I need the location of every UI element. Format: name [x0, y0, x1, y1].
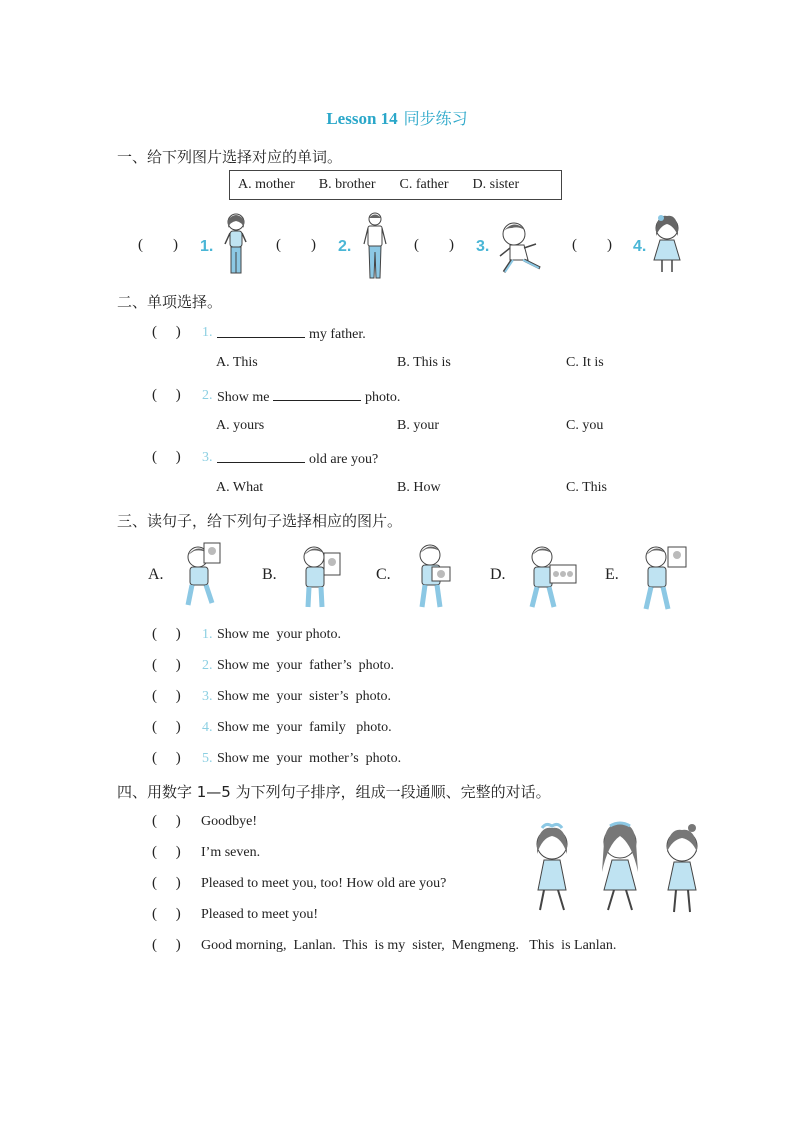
mc-option: A. yours [216, 418, 265, 433]
boy-with-photo-icon [524, 543, 578, 611]
mc-option: C. This [566, 480, 607, 495]
dialogue-line-3: Pleased to meet you, too! How old are you? [201, 876, 447, 891]
three-girls-icon [528, 820, 708, 920]
mc-question-2 [217, 388, 400, 406]
match-answer-blank-2[interactable]: ( ) [152, 657, 181, 673]
title-en: Lesson 14 [326, 109, 398, 128]
mc-question-2-before: Show me [217, 390, 270, 405]
match-answer-blank-1[interactable]: ( ) [152, 626, 181, 642]
match-sentence-4: Show me your family photo. [217, 720, 392, 735]
mc-question-3-text: old are you? [309, 452, 379, 467]
picture-label-c: C. [376, 566, 391, 583]
word-option-c: C. father [399, 177, 449, 192]
section1-heading: 一、给下列图片选择对应的单词。 [117, 148, 343, 166]
mc-question-3 [217, 450, 378, 468]
match-number-2: 2. [202, 658, 213, 673]
picture-label-b: B. [262, 566, 277, 583]
girl-picture-icon [222, 212, 250, 280]
mc-option: B. This is [397, 355, 451, 370]
match-answer-blank-3[interactable]: ( ) [152, 688, 181, 704]
match-sentence-2: Show me your father’s photo. [217, 658, 395, 673]
mc-question-1-text: my father. [309, 327, 366, 342]
mc-question-number-1: 1. [202, 325, 213, 340]
match-answer-blank-4[interactable]: ( ) [152, 719, 181, 735]
answer-blank-2[interactable]: ( ) [276, 237, 316, 253]
match-number-1: 1. [202, 627, 213, 642]
match-number-5: 5. [202, 751, 213, 766]
picture-label-e: E. [605, 566, 619, 583]
order-answer-blank-1[interactable]: ( ) [152, 813, 181, 829]
mc-answer-blank-2[interactable]: ( ) [152, 387, 181, 403]
dialogue-line-4: Pleased to meet you! [201, 907, 319, 922]
picture-label-a: A. [148, 566, 164, 583]
section4-heading: 四、用数字 1—5 为下列句子排序，组成一段通顺、完整的对话。 [117, 783, 551, 801]
mc-question-2-after: photo. [365, 390, 401, 405]
word-options-box [229, 170, 562, 200]
answer-blank-4[interactable]: ( ) [572, 237, 612, 253]
title-cn: 同步练习 [403, 109, 468, 128]
picture-number-3: 3. [476, 238, 490, 255]
picture-number-4: 4. [633, 238, 647, 255]
match-sentence-5: Show me your mother’s photo. [217, 751, 402, 766]
mc-question-number-3: 3. [202, 450, 213, 465]
man-picture-icon [362, 212, 388, 282]
picture-label-d: D. [490, 566, 506, 583]
boy-with-photo-icon [296, 543, 342, 611]
mc-answer-blank-3[interactable]: ( ) [152, 449, 181, 465]
mc-question-number-2: 2. [202, 388, 213, 403]
section2-heading: 二、单项选择。 [117, 293, 223, 311]
order-answer-blank-3[interactable]: ( ) [152, 875, 181, 891]
match-number-4: 4. [202, 720, 213, 735]
match-sentence-1: Show me your photo. [217, 627, 342, 642]
match-sentence-3: Show me your sister’s photo. [217, 689, 391, 704]
picture-number-2: 2. [338, 238, 352, 255]
mc-option: C. It is [566, 355, 604, 370]
mc-option: B. How [397, 480, 441, 495]
match-answer-blank-5[interactable]: ( ) [152, 750, 181, 766]
order-answer-blank-5[interactable]: ( ) [152, 937, 181, 953]
word-option-d: D. sister [472, 177, 520, 192]
boy-with-photo-icon [410, 541, 452, 611]
page-title [0, 106, 794, 129]
word-option-b: B. brother [318, 177, 376, 192]
mc-question-1 [217, 325, 366, 343]
dialogue-line-2: I’m seven. [201, 845, 261, 860]
answer-blank-1[interactable]: ( ) [138, 237, 178, 253]
mc-option: C. you [566, 418, 604, 433]
order-answer-blank-4[interactable]: ( ) [152, 906, 181, 922]
section3-heading: 三、读句子，给下列句子选择相应的图片。 [117, 512, 403, 530]
mc-answer-blank-1[interactable]: ( ) [152, 324, 181, 340]
mc-option: B. your [397, 418, 439, 433]
word-option-a: A. mother [238, 177, 295, 192]
boy-with-photo-icon [180, 541, 224, 611]
little-girl-picture-icon [650, 214, 684, 278]
match-number-3: 3. [202, 689, 213, 704]
fill-blank-line [273, 388, 361, 401]
boy-with-photo-icon [638, 543, 690, 613]
dialogue-line-5: Good morning, Lanlan. This is my sister, Mengmeng. This is Lanlan. [201, 938, 617, 953]
picture-number-1: 1. [200, 238, 214, 255]
dialogue-line-1: Goodbye! [201, 814, 257, 829]
mc-option: A. What [216, 480, 264, 495]
answer-blank-3[interactable]: ( ) [414, 237, 454, 253]
mc-option: A. This [216, 355, 258, 370]
boy-picture-icon [496, 220, 544, 278]
fill-blank-line [217, 325, 305, 338]
order-answer-blank-2[interactable]: ( ) [152, 844, 181, 860]
fill-blank-line [217, 450, 305, 463]
